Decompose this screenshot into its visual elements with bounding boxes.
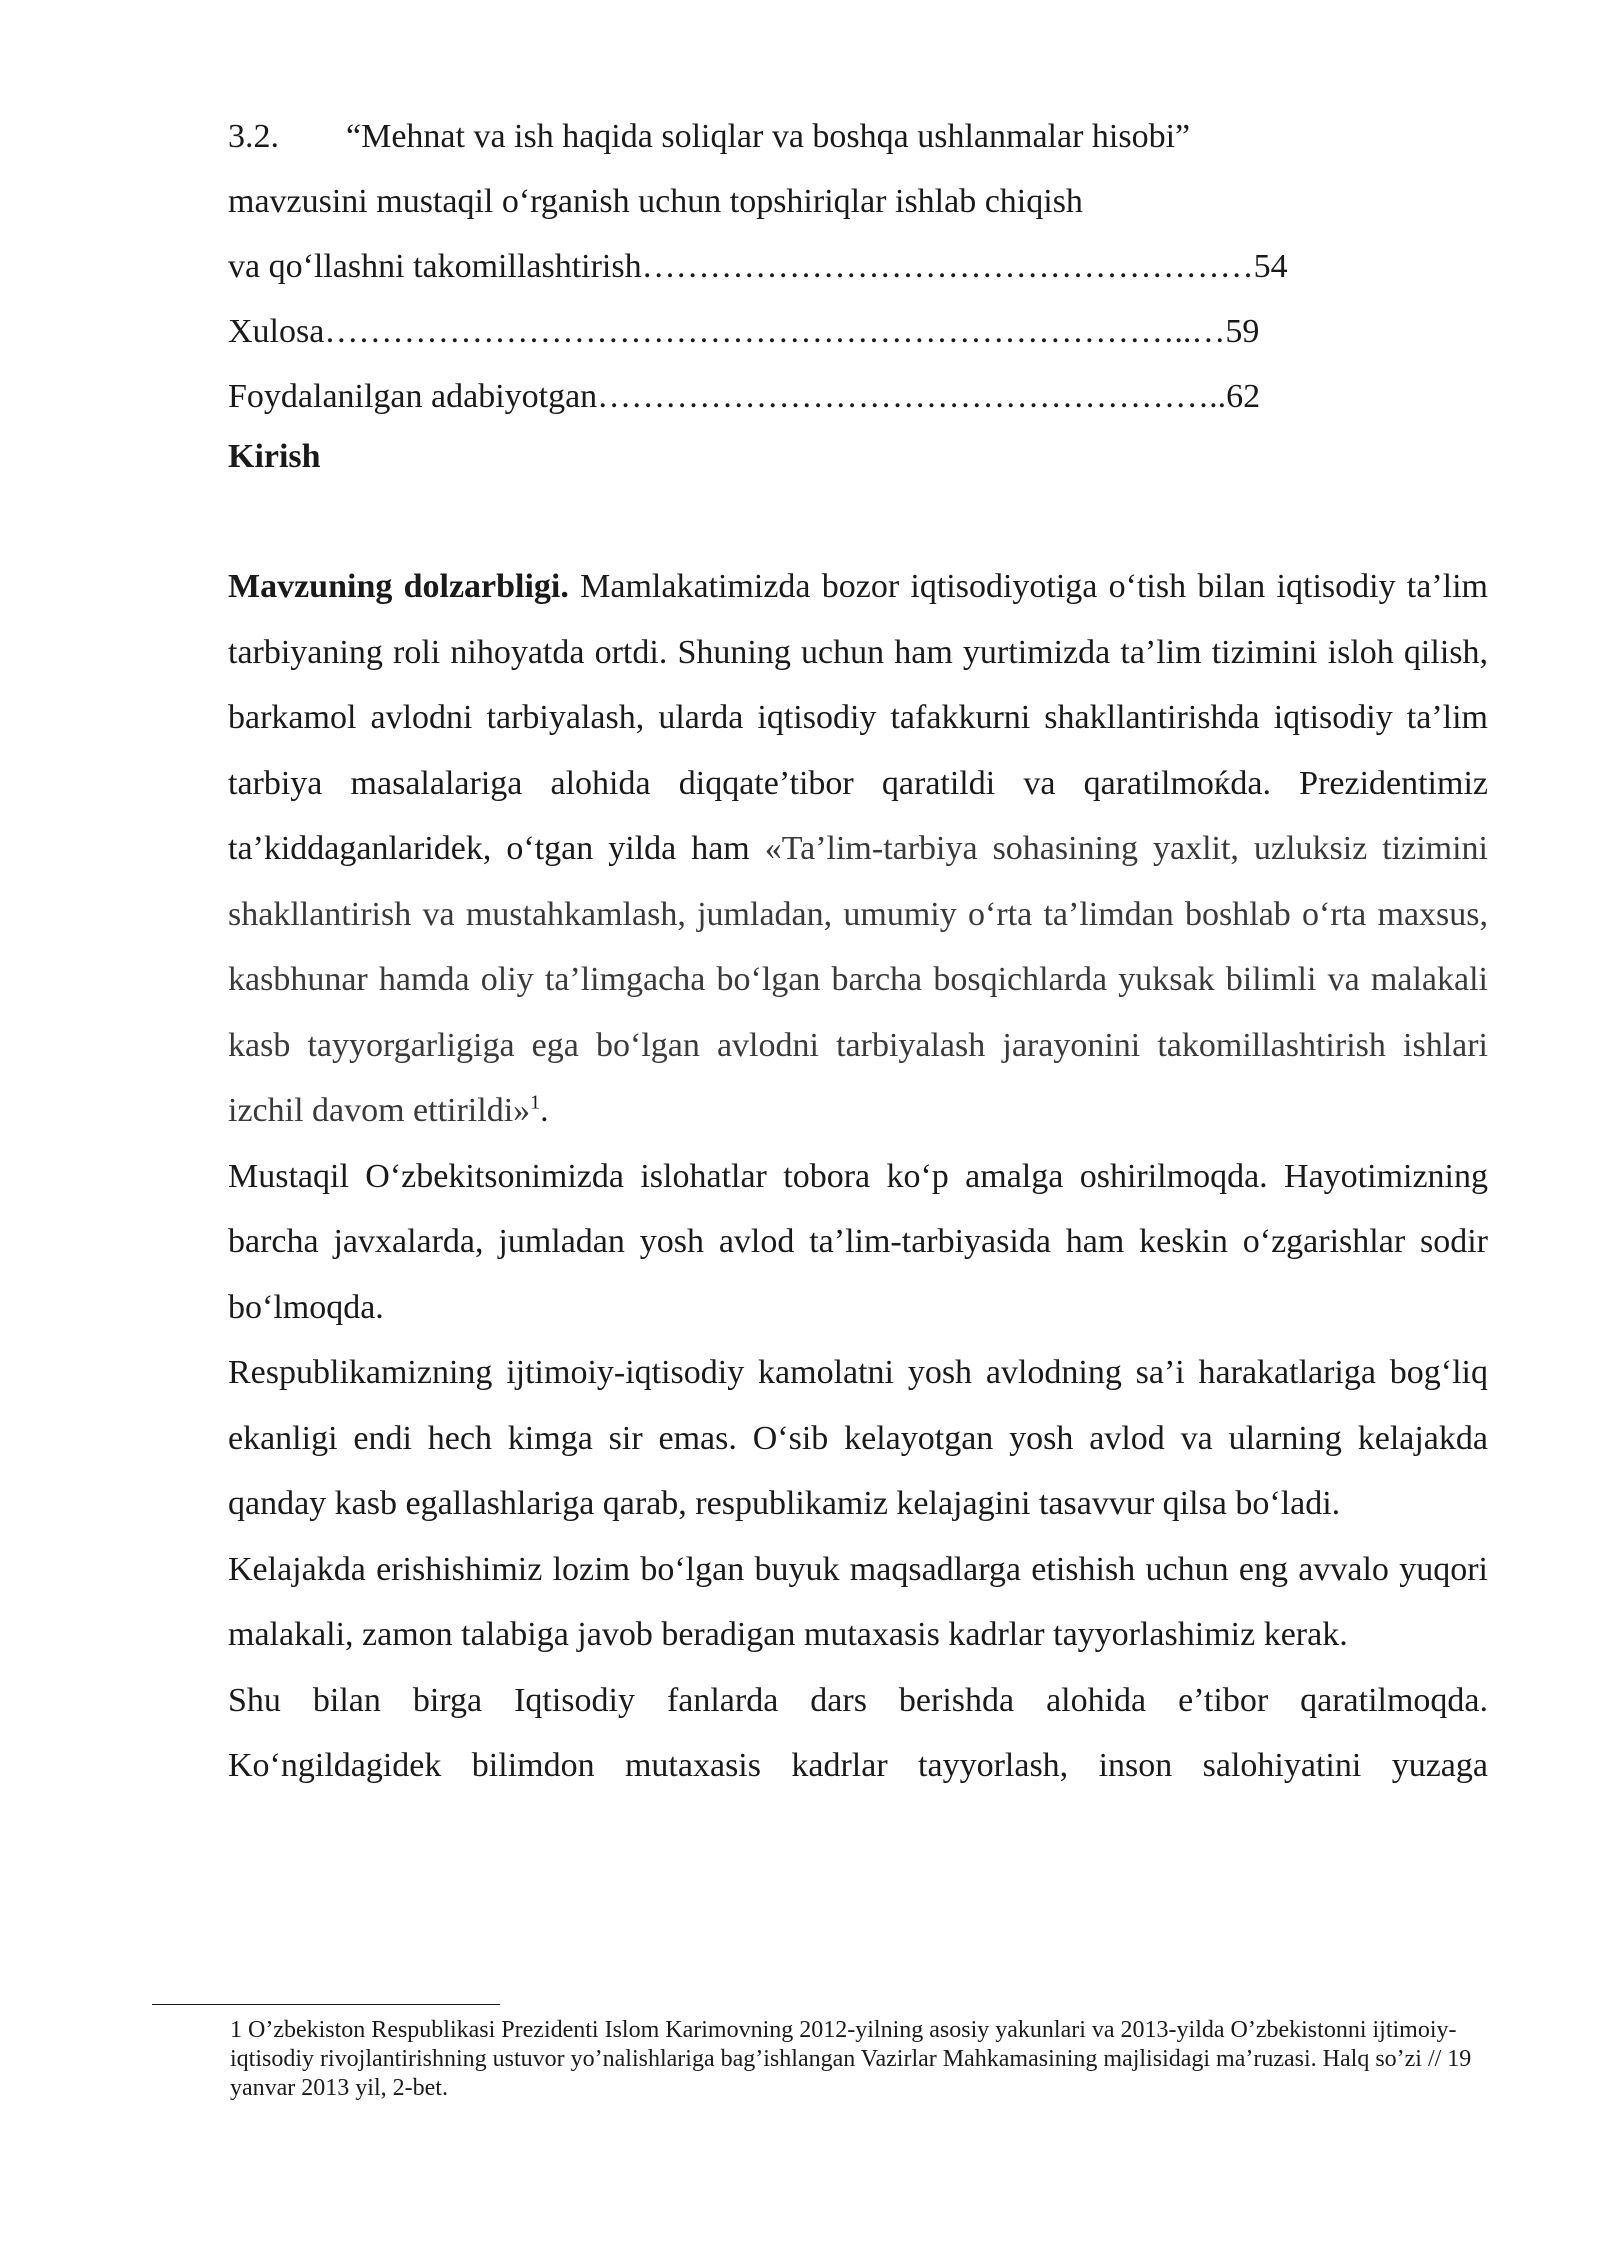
paragraph-end: . bbox=[540, 1092, 549, 1129]
toc-item-foydalanilgan-adabiyotgan: Foydalanilgan adabiyotgan………………………………………………..62 bbox=[228, 378, 1261, 415]
footnote-separator bbox=[152, 2004, 500, 2005]
section-heading-kirish: Kirish bbox=[228, 438, 321, 475]
toc-item-3-2-line-2: mavzusini mustaqil oʻrganish uchun topshiriqlar ishlab chiqish bbox=[228, 183, 1083, 220]
body-text bbox=[228, 554, 1488, 1799]
paragraph-text: Mamlakatimizda bozor iqtisodiyotiga oʻtish bilan iqtisodiy ta’lim tarbiyaning roli nihoyatda ortdi. Shuning uchun ham yurtimizda ta’lim tizimini isloh qilish, barkamol avlodni tarbiyalash, ularda iqtisodiy tafakkurni shakllantirishda iqtisodiy ta’lim tarbiya masalalariga alohida diqqate’tibor qaratildi va qaratilmoќda. Prezidentimiz ta’kiddaganlaridek, oʻtgan yilda ham bbox=[228, 568, 1489, 867]
paragraph-mustaqil: Mustaqil Oʻzbekitsonimizda islohatlar tobora koʻp amalga oshirilmoqda. Hayotimizning barcha javxalarda, jumladan yosh avlod ta’lim-tarbiyasida ham keskin oʻzgarishlar sodir boʻlmoqda. bbox=[228, 1157, 1488, 1326]
paragraph-shu-bilan-birga: Shu bilan birga Iqtisodiy fanlarda dars berishda alohida e’tibor qaratilmoqda. Koʻngildagidek bilimdon mutaxasis kadrlar tayyorlash, inson salohiyatini yuzaga bbox=[228, 1681, 1488, 1784]
paragraph-kelajakda: Kelajakda erishishimiz lozim boʻlgan buyuk maqsadlarga etishish uchun eng avvalo yuqori malakali, zamon talabiga javob beradigan mutaxasis kadrlar tayyorlashimiz kerak. bbox=[228, 1550, 1488, 1653]
paragraph-respublikamiz: Respublikamizning ijtimoiy-iqtisodiy kamolatni yosh avlodning sa’i harakatlariga bogʻliq ekanligi endi hech kimga sir emas. Oʻsib kelayotgan yosh avlod va ularning kelajakda qanday kasb egallashlariga qarab, respublikamiz kelajagini tasavvur qilsa boʻladi. bbox=[228, 1354, 1488, 1522]
toc-item-3-2-line-3: va qoʻllashni takomillashtirish………………………………………………54 bbox=[228, 248, 1288, 285]
paragraph-lead: Mavzuning dolzarbligi. bbox=[228, 568, 569, 605]
footnote-reference: 1 bbox=[530, 1091, 541, 1114]
paragraph-dolzarblik bbox=[228, 554, 1488, 1144]
president-quote: «Ta’lim-tarbiya sohasining yaxlit, uzluksiz tizimini shakllantirish va mustahkamlash, jumladan, umumiy oʻrta ta’limdan boshlab oʻrta maxsus, kasbhunar hamda oliy ta’limgacha boʻlgan barcha bosqichlarda yuksak bilimli va malakali kasb tayyorgarligiga ega boʻlgan avlodni tarbiyalash jarayonini takomillashtirish ishlari izchil davom ettirildi» bbox=[228, 830, 1488, 1129]
toc-item-number: 3.2. bbox=[228, 118, 279, 155]
toc-item-xulosa: Xulosa…………………………………………………………………..…59 bbox=[228, 313, 1260, 350]
toc-item-3-2-line-1 bbox=[228, 104, 1458, 169]
table-of-contents bbox=[228, 104, 1458, 429]
toc-item-title: “Mehnat va ish haqida soliqlar va boshqa ushlanmalar hisobi” bbox=[346, 118, 1191, 155]
footnote-1: 1 O’zbekiston Respublikasi Prezidenti Islom Karimovning 2012-yilning asosiy yakunlari va 2013-yilda O’zbekistonni ijtimoiy-iqtisodiy rivojlantirishning ustuvor yo’nalishlariga bag’ishlangan Vazirlar Mahkamasining majlisidagi ma’ruzasi. Halq so’zi // 19 yanvar 2013 yil, 2-bet. bbox=[230, 2017, 1472, 2101]
